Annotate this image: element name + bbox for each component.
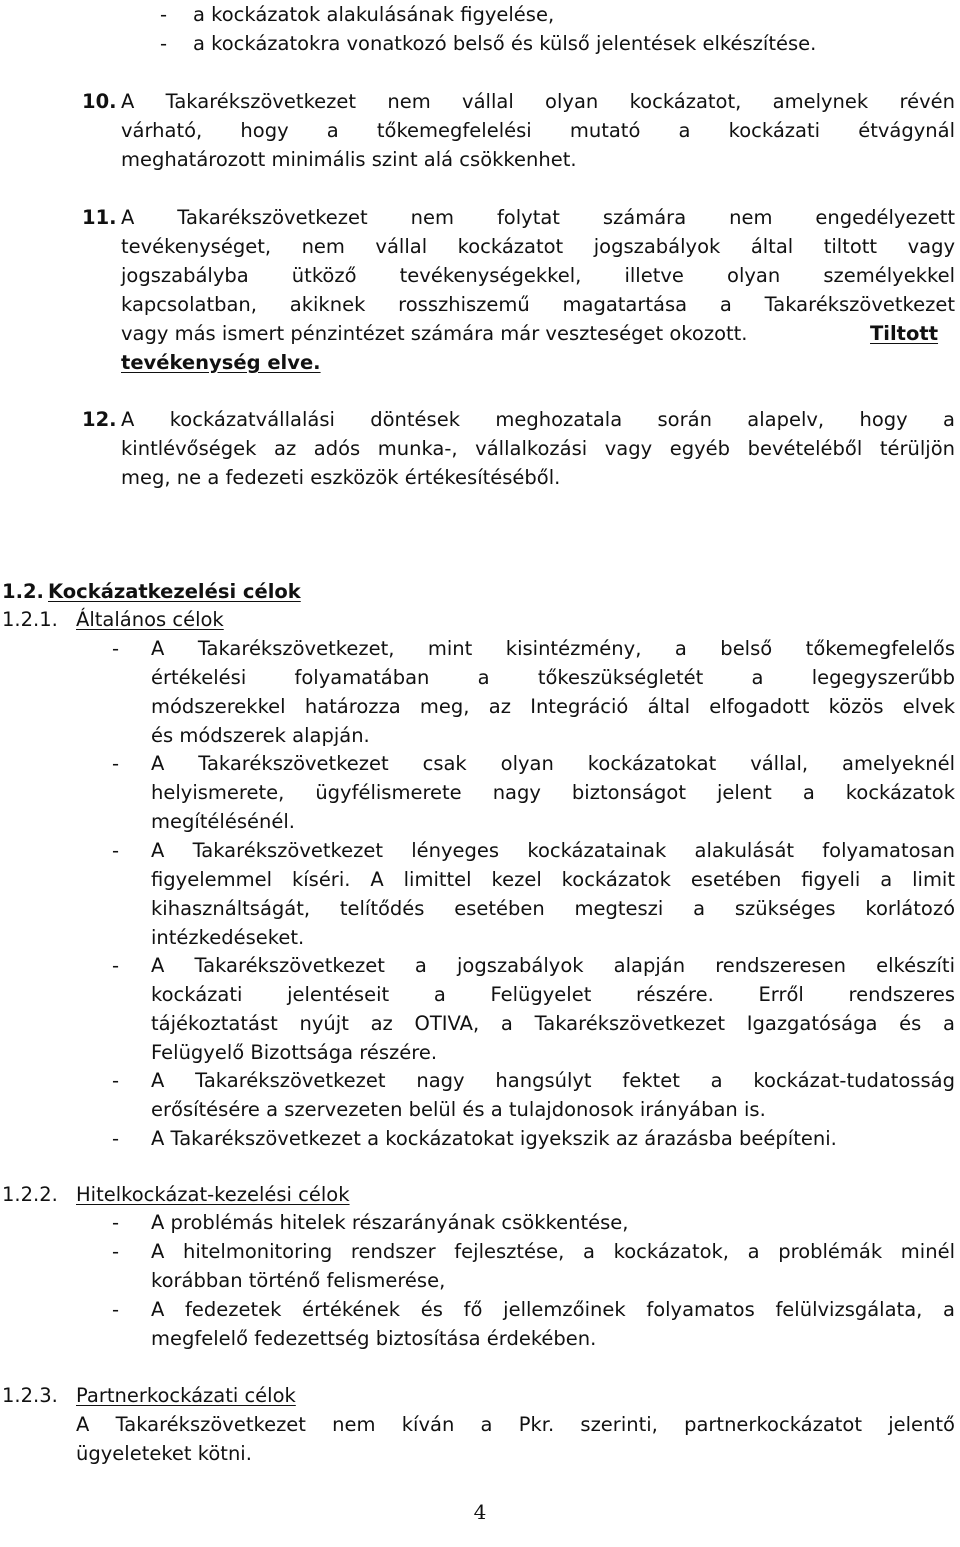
paragraph-line: kintlévőségek az adós munka-, vállalkozási vagy egyéb bevételéből térüljön [121, 437, 955, 460]
underlined-phrase: tevékenység elve. [121, 351, 321, 374]
paragraph-line: jogszabályba ütköző tevékenységekkel, illetve olyan személyekkel [121, 264, 955, 287]
list-item-line: megfelelő fedezettség biztosítása érdekében. [151, 1327, 597, 1350]
paragraph-line: kapcsolatban, akiknek rosszhiszemű magatartása a Takarékszövetkezet [121, 293, 955, 316]
list-item-line: A Takarékszövetkezet nagy hangsúlyt fektet a kockázat-tudatosság [151, 1069, 955, 1092]
paragraph-line: A kockázatvállalási döntések meghozatala során alapelv, hogy a [121, 408, 955, 431]
bullet-dash: - [112, 1298, 120, 1321]
paragraph-number: 11. [82, 206, 117, 229]
intro-item: a kockázatok alakulásának figyelése, [193, 3, 555, 26]
bullet-dash: - [112, 954, 120, 977]
list-item-line: A Takarékszövetkezet a jogszabályok alapján rendszeresen elkészíti [151, 954, 955, 977]
paragraph-line: A Takarékszövetkezet nem folytat számára nem engedélyezett [121, 206, 955, 229]
bullet-dash: - [160, 32, 168, 55]
list-item-line: figyelemmel kíséri. A limittel kezel kockázatok esetében figyeli a limit [151, 868, 955, 891]
bullet-dash: - [112, 1240, 120, 1263]
section-title: Általános célok [76, 608, 224, 631]
page-number: 4 [473, 1500, 487, 1524]
section-number: 1.2.2. [2, 1183, 58, 1206]
list-item-line: tájékoztatást nyújt az OTIVA, a Takarékszövetkezet Igazgatósága és a [151, 1012, 955, 1035]
bullet-dash: - [112, 637, 120, 660]
section-number: 1.2. [2, 580, 44, 603]
list-item-line: megítélésénél. [151, 810, 295, 833]
underlined-phrase: Tiltott [870, 322, 939, 345]
section-title: Partnerkockázati célok [76, 1384, 296, 1407]
paragraph-number: 10. [82, 90, 117, 113]
bullet-dash: - [112, 752, 120, 775]
bullet-dash: - [112, 1069, 120, 1092]
paragraph-line: tevékenységet, nem vállal kockázatot jogszabályok által tiltott vagy [121, 235, 955, 258]
list-item-line: kockázati jelentéseit a Felügyelet részére. Erről rendszeres [151, 983, 955, 1006]
list-item-line: erősítésére a szervezeten belül és a tulajdonosok irányában is. [151, 1098, 766, 1121]
list-item-line: értékelési folyamatában a tőkeszükségletét a legegyszerűbb [151, 666, 955, 689]
section-title: Hitelkockázat-kezelési célok [76, 1183, 350, 1206]
list-item-line: A Takarékszövetkezet csak olyan kockázatokat vállal, amelyeknél [151, 752, 955, 775]
paragraph-line: A Takarékszövetkezet nem vállal olyan kockázatot, amelynek révén [121, 90, 955, 113]
paragraph-number: 12. [82, 408, 117, 431]
intro-item: a kockázatokra vonatkozó belső és külső jelentések elkészítése. [193, 32, 817, 55]
bullet-dash: - [112, 1211, 120, 1234]
list-item-line: A Takarékszövetkezet, mint kisintézmény, a belső tőkemegfelelős [151, 637, 955, 660]
paragraph-line: A Takarékszövetkezet nem kíván a Pkr. szerinti, partnerkockázatot jelentő [76, 1413, 955, 1436]
list-item-line: Felügyelő Bizottsága részére. [151, 1041, 438, 1064]
list-item-line: módszerekkel határozza meg, az Integráció által elfogadott közös elvek [151, 695, 955, 718]
list-item-line: A Takarékszövetkezet lényeges kockázatainak alakulását folyamatosan [151, 839, 955, 862]
bullet-dash: - [112, 1127, 120, 1150]
list-item-line: kihasználtságát, telítődés esetében megteszi a szükséges korlátozó [151, 897, 955, 920]
list-item-line: A problémás hitelek részarányának csökkentése, [151, 1211, 629, 1234]
list-item-line: korábban történő felismerése, [151, 1269, 446, 1292]
paragraph-line: vagy más ismert pénzintézet számára már veszteséget okozott. [121, 322, 748, 345]
section-number: 1.2.1. [2, 608, 58, 631]
list-item-line: A hitelmonitoring rendszer fejlesztése, a kockázatok, a problémák minél [151, 1240, 955, 1263]
list-item-line: A Takarékszövetkezet a kockázatokat igyekszik az árazásba beépíteni. [151, 1127, 837, 1150]
section-number: 1.2.3. [2, 1384, 58, 1407]
paragraph-line: ügyeleteket kötni. [76, 1442, 252, 1465]
list-item-line: helyismerete, ügyfélismerete nagy biztonságot jelent a kockázatok [151, 781, 955, 804]
bullet-dash: - [112, 839, 120, 862]
bullet-dash: - [160, 3, 168, 26]
section-title: Kockázatkezelési célok [48, 580, 301, 603]
list-item-line: A fedezetek értékének és fő jellemzőinek folyamatos felülvizsgálata, a [151, 1298, 955, 1321]
paragraph-line: meg, ne a fedezeti eszközök értékesítéséből. [121, 466, 561, 489]
list-item-line: és módszerek alapján. [151, 724, 370, 747]
paragraph-line: meghatározott minimális szint alá csökkenhet. [121, 148, 577, 171]
paragraph-line: várható, hogy a tőkemegfelelési mutató a kockázati étvágynál [121, 119, 955, 142]
list-item-line: intézkedéseket. [151, 926, 305, 949]
